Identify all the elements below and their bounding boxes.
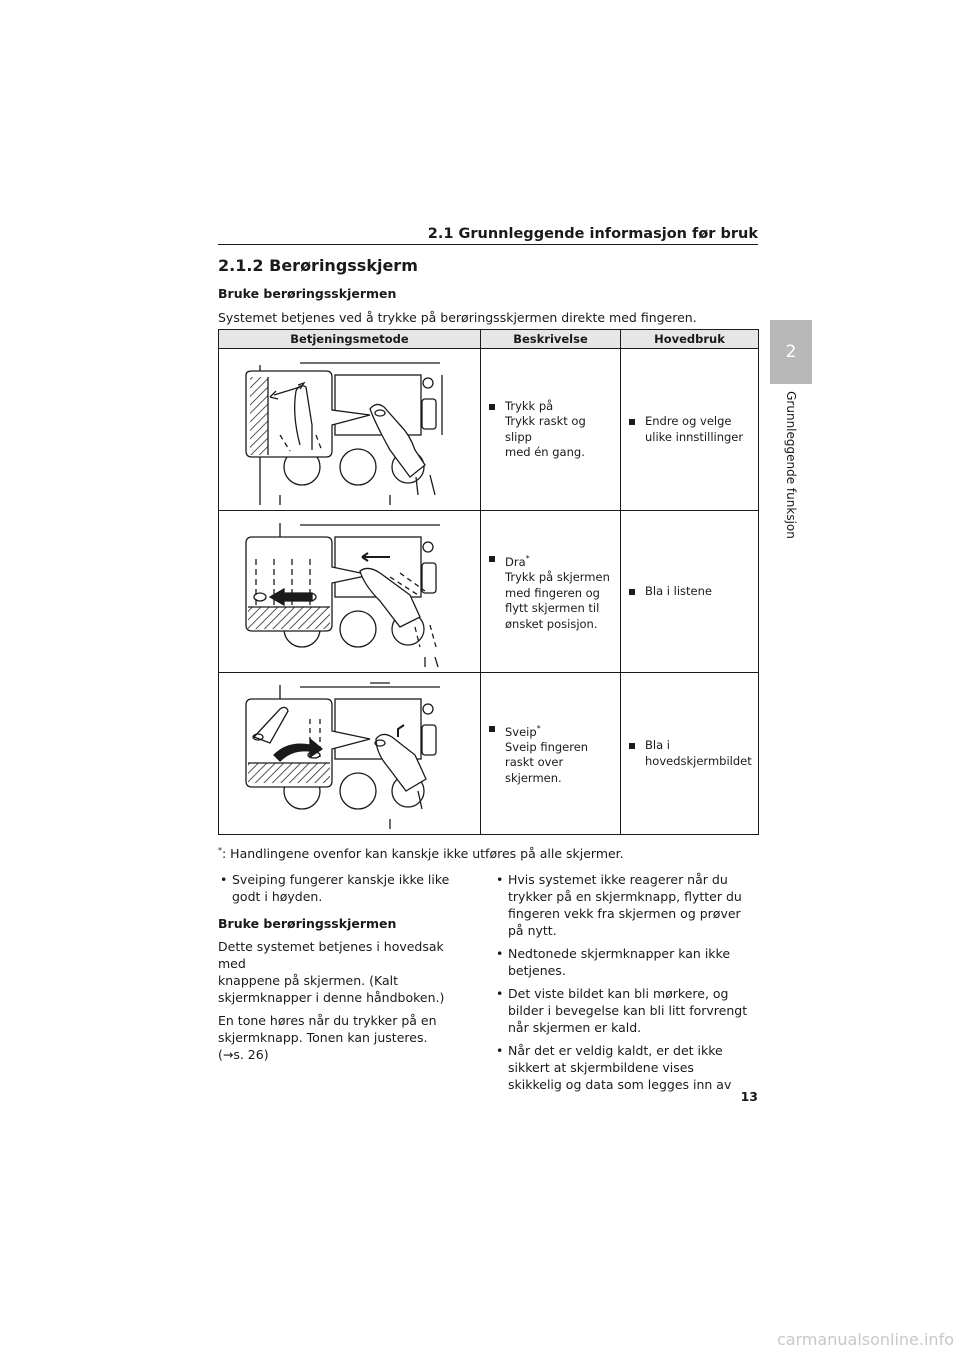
- usage-line: ulike innstillinger: [645, 429, 744, 444]
- table-row: [219, 511, 759, 673]
- text-line: skjermknapper i denne håndboken.): [218, 990, 445, 1005]
- text-line: Når det er veldig kaldt, er det ikke: [508, 1043, 723, 1058]
- drag-illustration: [240, 517, 460, 667]
- usage-line: Endre og velge: [645, 414, 732, 428]
- usage-line: Bla i: [645, 738, 670, 752]
- table-header-row: [219, 330, 759, 349]
- text-line: Sveiping fungerer kanskje ikke like: [232, 872, 450, 887]
- col-header-description: Beskrivelse: [481, 330, 621, 349]
- bullet-square-icon: [489, 556, 495, 562]
- drag-usage-cell: [621, 511, 759, 673]
- tap-usage-cell: [621, 349, 759, 511]
- description-line: Sveip fingeren: [505, 739, 589, 754]
- text-line: En tone høres når du trykker på en: [218, 1013, 437, 1028]
- bullet-square-icon: [629, 743, 635, 749]
- col-header-method: Betjeningsmetode: [219, 330, 481, 349]
- text-line: knappene på skjermen. (Kalt: [218, 973, 398, 988]
- method-name: [505, 551, 610, 570]
- list-item: [494, 1042, 758, 1093]
- bullet-square-icon: [489, 404, 495, 410]
- description-line: raskt over: [505, 755, 564, 770]
- page-reference-link[interactable]: (→s. 26): [218, 1047, 269, 1062]
- text-line: på nytt.: [508, 923, 557, 938]
- description-line: Trykk raskt og slipp: [505, 414, 586, 444]
- swipe-illustration-cell: [219, 673, 481, 835]
- text-line: skjermknapp. Tonen kan justeres.: [218, 1030, 428, 1045]
- left-column: [218, 871, 468, 1069]
- chapter-number: 2: [785, 342, 797, 362]
- description-line: Trykk på skjermen: [505, 570, 610, 585]
- description-line: ønsket posisjon.: [505, 616, 598, 631]
- description-line: skjermen.: [505, 770, 562, 785]
- usage-line: hovedskjermbildet: [645, 753, 752, 768]
- table-footnote: [218, 846, 624, 861]
- text-line: fingeren vekk fra skjermen og prøver: [508, 906, 741, 921]
- swipe-description: [481, 721, 620, 787]
- list-item: [494, 871, 758, 939]
- swipe-usage-cell: [621, 673, 759, 835]
- bullet-square-icon: [629, 419, 635, 425]
- tap-description: [481, 399, 620, 461]
- footnote-marker: *: [536, 723, 541, 733]
- swipe-illustration: [240, 679, 460, 829]
- text-line: når skjermen er kald.: [508, 1020, 642, 1035]
- text-line: godt i høyden.: [232, 889, 323, 904]
- tap-usage: [621, 414, 758, 445]
- usage-line: Bla i listene: [645, 583, 712, 598]
- paragraph: [218, 938, 468, 1006]
- subheading: Bruke berøringsskjermen: [218, 286, 397, 301]
- description-line: flytt skjermen til: [505, 601, 600, 616]
- method-name-text: Sveip: [505, 724, 537, 739]
- drag-usage: [621, 584, 758, 600]
- method-name: [505, 721, 588, 740]
- method-name-text: Dra: [505, 554, 526, 569]
- text-line: Hvis systemet ikke reagerer når du: [508, 872, 728, 887]
- text-line: skikkelig og data som legges inn av: [508, 1077, 732, 1092]
- operations-table: [218, 329, 759, 835]
- watermark: carmanualsonline.info: [776, 1330, 954, 1349]
- text-line: sikkert at skjermbildene vises: [508, 1060, 694, 1075]
- paragraph: [218, 1012, 468, 1063]
- section-title: 2.1.2 Berøringsskjerm: [218, 256, 418, 275]
- text-line: Det viste bildet kan bli mørkere, og: [508, 986, 729, 1001]
- table-row: [219, 673, 759, 835]
- method-name: Trykk på: [505, 398, 554, 413]
- text-line: trykker på en skjermknapp, flytter du: [508, 889, 742, 904]
- footnote-marker: *: [525, 553, 530, 563]
- subheading: Bruke berøringsskjermen: [218, 916, 397, 931]
- col-header-usage: Hovedbruk: [621, 330, 759, 349]
- list-item: [494, 985, 758, 1036]
- text-line: Nedtonede skjermknapper kan ikke: [508, 946, 731, 961]
- text-line: Dette systemet betjenes i hovedsak med: [218, 939, 444, 971]
- drag-description-cell: [481, 511, 621, 673]
- tap-illustration-cell: [219, 349, 481, 511]
- drag-description: [481, 551, 620, 632]
- intro-text: Systemet betjenes ved å trykke på berøringsskjermen direkte med fingeren.: [218, 310, 697, 325]
- bullet-square-icon: [629, 589, 635, 595]
- swipe-description-cell: [481, 673, 621, 835]
- description-line: med fingeren og: [505, 585, 600, 600]
- table-row: [219, 349, 759, 511]
- swipe-usage: [621, 738, 758, 769]
- list-item: [218, 871, 468, 905]
- page-number: 13: [740, 1089, 758, 1104]
- text-line: bilder i bevegelse kan bli litt forvrengt: [508, 1003, 748, 1018]
- text-line: betjenes.: [508, 963, 566, 978]
- tap-illustration: [240, 355, 460, 505]
- footnote-text: : Handlingene ovenfor kan kanskje ikke utføres på alle skjermer.: [222, 846, 624, 862]
- description-line: med én gang.: [505, 445, 585, 459]
- chapter-tab: [770, 320, 812, 384]
- right-column: [494, 871, 758, 1099]
- tap-description-cell: [481, 349, 621, 511]
- bullet-square-icon: [489, 726, 495, 732]
- footnote-marker: *: [218, 846, 222, 855]
- header-rule: [218, 244, 758, 245]
- running-header: 2.1 Grunnleggende informasjon før bruk: [427, 226, 758, 242]
- list-item: [494, 945, 758, 979]
- chapter-label: Grunnleggende funksjon: [784, 391, 798, 539]
- drag-illustration-cell: [219, 511, 481, 673]
